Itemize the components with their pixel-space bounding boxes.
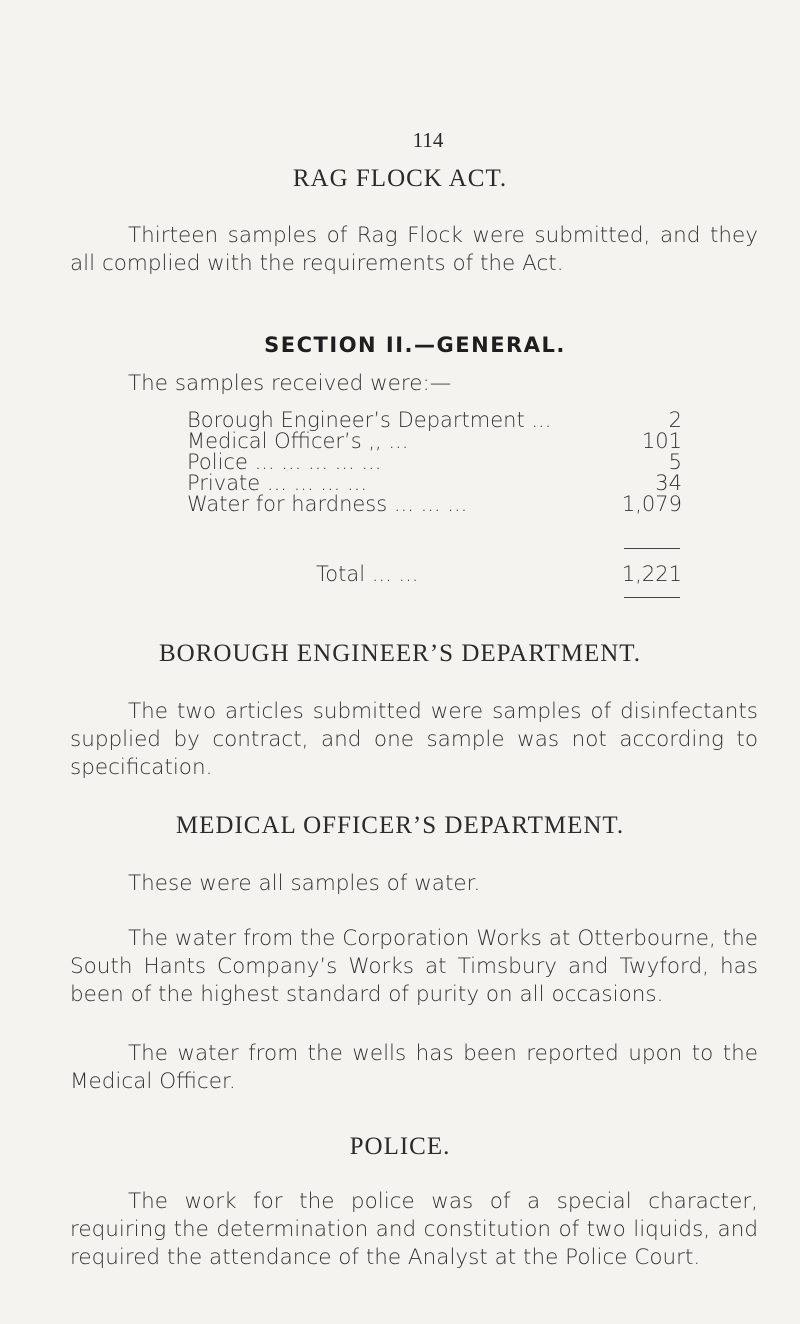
row-label: Borough Engineer’s Department ... <box>187 408 552 432</box>
total-rule <box>624 597 680 598</box>
borough-heading: BOROUGH ENGINEER’S DEPARTMENT. <box>159 640 641 667</box>
table-row <box>187 494 682 515</box>
row-value: 101 <box>641 429 682 453</box>
sum-rule <box>624 548 680 549</box>
section-title: SECTION II.—GENERAL. <box>264 333 566 357</box>
row-value: 1,079 <box>621 492 682 516</box>
rag-flock-heading: RAG FLOCK ACT. <box>292 165 508 192</box>
table-row <box>187 473 682 494</box>
row-label: Water for hardness ... ... ... <box>187 492 468 516</box>
row-label: Private ... ... ... ... <box>187 471 368 495</box>
row-value: 34 <box>655 471 682 495</box>
row-value: 2 <box>668 408 682 432</box>
medical-paragraph-1: These were all samples of water. <box>128 871 481 896</box>
row-label: Medical Officer’s ,, ... <box>187 429 409 453</box>
page-number: 114 <box>412 128 444 152</box>
medical-heading: MEDICAL OFFICER’S DEPARTMENT. <box>175 812 625 839</box>
medical-paragraph-2: The water from the Corporation Works at Otterbourne, the South Hants Company’s Works at Timsbury and Twyford, has been of the highest standard of purity on all occasions. <box>70 926 758 1007</box>
total-value: 1,221 <box>621 562 682 586</box>
table-row <box>187 431 682 452</box>
table-row <box>187 410 682 431</box>
rag-flock-paragraph: Thirteen samples of Rag Flock were submitted, and they all complied with the requirements of the Act. <box>70 223 758 276</box>
table-row <box>187 452 682 473</box>
row-label: Police ... ... ... ... ... <box>187 450 382 474</box>
borough-paragraph: The two articles submitted were samples of disinfectants supplied by contract, and one sample was not according to specification. <box>70 699 758 780</box>
total-label: Total ... ... <box>316 562 419 586</box>
samples-table <box>187 410 682 515</box>
police-heading: POLICE. <box>349 1133 451 1160</box>
total-row <box>187 562 682 586</box>
samples-intro: The samples received were:— <box>128 371 452 396</box>
police-paragraph: The work for the police was of a special character, requiring the determination and constitution of two liquids, and required the attendance of the Analyst at the Police Court. <box>70 1189 758 1270</box>
medical-paragraph-3: The water from the wells has been reported upon to the Medical Officer. <box>70 1041 758 1094</box>
row-value: 5 <box>668 450 682 474</box>
